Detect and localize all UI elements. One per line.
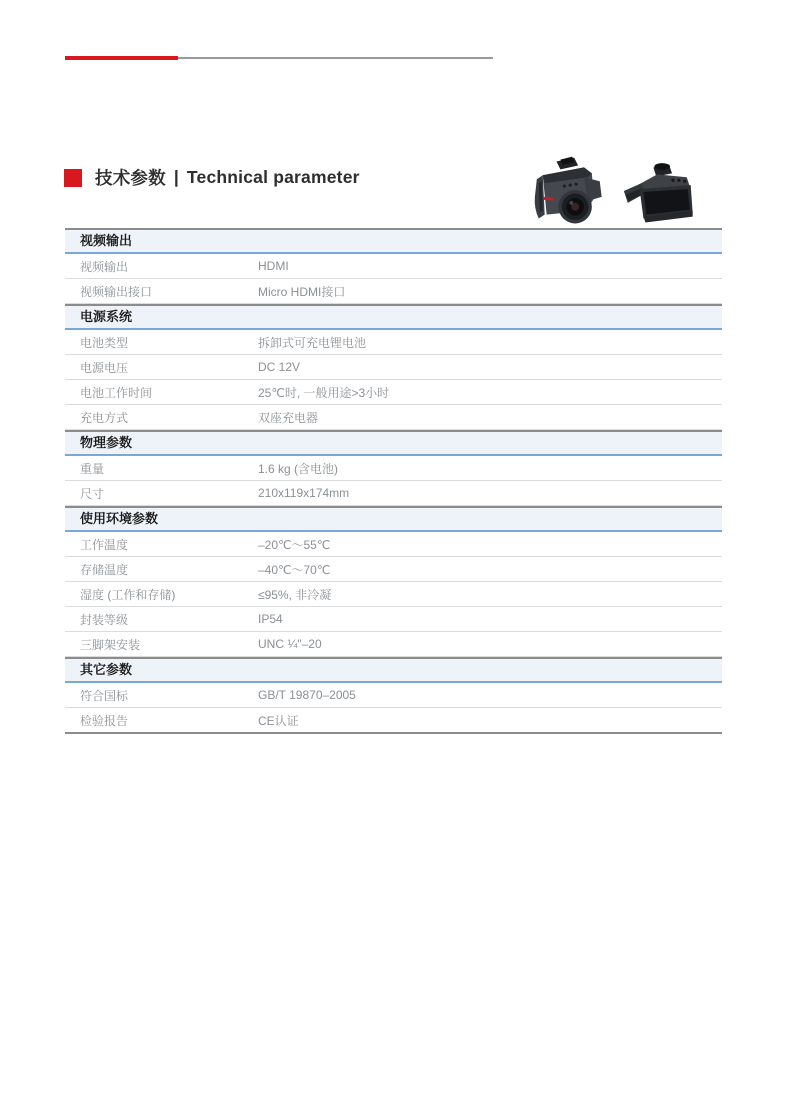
table-section-header: 使用环境参数 xyxy=(65,506,722,532)
camera-rear-image xyxy=(616,159,702,229)
row-label: 存储温度 xyxy=(80,562,129,577)
row-label: 封装等级 xyxy=(80,612,129,627)
camera-front-image xyxy=(527,153,610,231)
section-title-en: Technical parameter xyxy=(186,167,360,187)
product-images xyxy=(527,153,702,231)
row-value: IP54 xyxy=(258,612,283,626)
section-title-cn: 技术参数 xyxy=(95,168,166,188)
row-label: 尺寸 xyxy=(80,486,105,501)
table-row xyxy=(65,607,722,632)
row-label: 视频输出接口 xyxy=(80,284,153,299)
row-value: –40℃～70℃ xyxy=(258,562,331,577)
row-label: 检验报告 xyxy=(80,713,129,728)
row-label: 电池类型 xyxy=(80,335,129,350)
spec-table xyxy=(65,228,722,734)
table-row xyxy=(65,557,722,582)
table-section-header: 其它参数 xyxy=(65,657,722,683)
row-label: 三脚架安装 xyxy=(80,637,141,652)
row-label: 电池工作时间 xyxy=(80,385,153,400)
table-row xyxy=(65,405,722,430)
row-value: DC 12V xyxy=(258,360,301,374)
row-value: 25℃时, 一般用途>3小时 xyxy=(258,385,390,400)
red-square-bullet-icon xyxy=(64,169,82,187)
row-value: CE认证 xyxy=(258,713,299,728)
top-rule xyxy=(65,56,493,60)
table-section-header: 物理参数 xyxy=(65,430,722,456)
row-value: 拆卸式可充电锂电池 xyxy=(258,335,367,350)
table-section-header: 电源系统 xyxy=(65,304,722,330)
table-row xyxy=(65,330,722,355)
table-row xyxy=(65,355,722,380)
top-rule-gray-segment xyxy=(178,57,493,59)
row-label: 湿度 (工作和存储) xyxy=(80,587,176,602)
table-row xyxy=(65,254,722,279)
top-rule-red-segment xyxy=(65,56,178,60)
table-section-header: 视频输出 xyxy=(65,228,722,254)
table-row xyxy=(65,632,722,657)
row-label: 符合国标 xyxy=(80,688,129,703)
table-row xyxy=(65,532,722,557)
table-row xyxy=(65,582,722,607)
section-title-divider: | xyxy=(173,167,179,187)
table-row xyxy=(65,380,722,405)
row-value: ≤95%, 非冷凝 xyxy=(258,587,332,602)
table-row xyxy=(65,481,722,506)
table-row xyxy=(65,279,722,304)
table-row xyxy=(65,456,722,481)
table-row xyxy=(65,683,722,708)
row-value: 1.6 kg (含电池) xyxy=(258,461,339,476)
row-value: UNC ¼"–20 xyxy=(258,637,322,651)
section-title-text xyxy=(95,165,360,190)
row-label: 充电方式 xyxy=(80,410,129,425)
row-value: Micro HDMI接口 xyxy=(258,284,346,299)
row-label: 工作温度 xyxy=(80,537,129,552)
row-value: HDMI xyxy=(258,259,289,273)
row-value: 210x119x174mm xyxy=(258,486,350,500)
row-value: 双座充电器 xyxy=(258,410,319,425)
row-label: 视频输出 xyxy=(80,259,129,274)
table-row xyxy=(65,708,722,732)
row-value: –20℃～55℃ xyxy=(258,537,331,552)
row-label: 电源电压 xyxy=(80,360,129,375)
section-title xyxy=(64,165,360,190)
row-label: 重量 xyxy=(80,461,105,476)
row-value: GB/T 19870–2005 xyxy=(258,688,356,702)
